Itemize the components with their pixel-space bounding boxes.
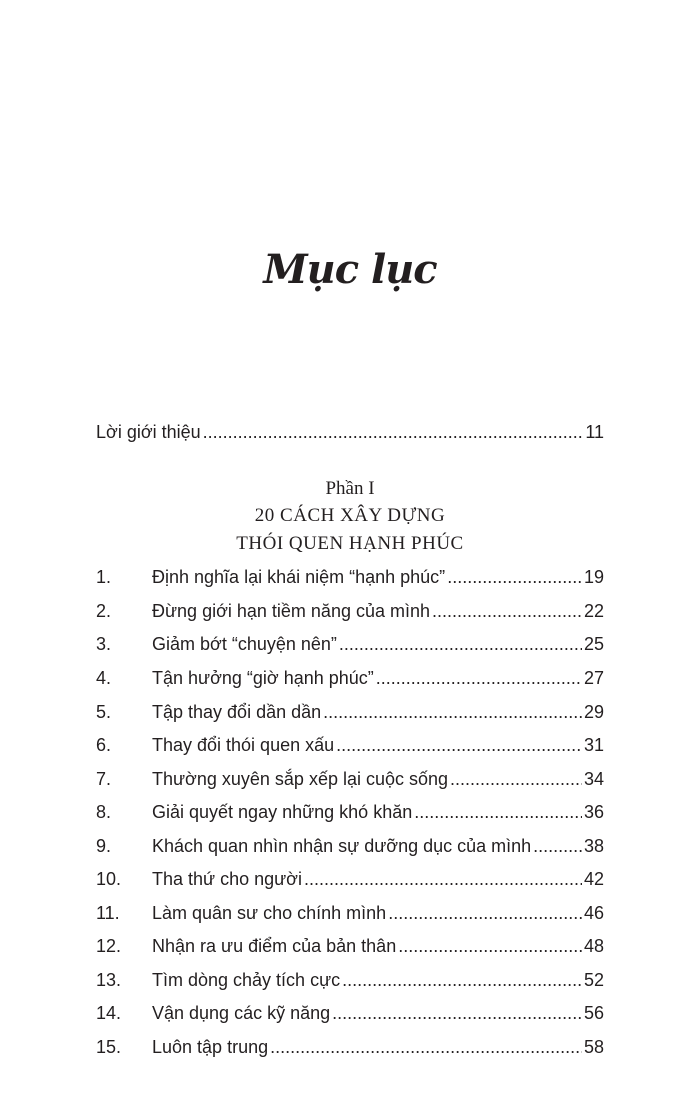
toc-leader-dots	[432, 596, 582, 626]
toc-page-number: 38	[583, 836, 604, 856]
toc-entry-14[interactable]	[96, 998, 604, 1028]
toc-entry-9[interactable]	[96, 831, 604, 861]
toc-page-number: 27	[583, 668, 604, 688]
toc-entry-text: Tìm dòng chảy tích cực	[152, 970, 341, 990]
toc-page-number: 31	[583, 735, 604, 755]
toc-entry-10[interactable]	[96, 864, 604, 894]
toc-entry-text: Định nghĩa lại khái niệm “hạnh phúc”	[152, 567, 446, 587]
toc-entry-number: 13.	[96, 970, 122, 990]
toc-entry-7[interactable]	[96, 764, 604, 794]
toc-page-number: 19	[583, 567, 604, 587]
toc-entry-text: Khách quan nhìn nhận sự dưỡng dục của mình	[152, 836, 532, 856]
toc-entry-text: Giải quyết ngay những khó khăn	[152, 802, 413, 822]
toc-leader-dots	[323, 697, 582, 727]
toc-leader-dots	[388, 898, 582, 928]
toc-entry-2[interactable]	[96, 596, 604, 626]
toc-leader-dots	[414, 797, 582, 827]
toc-entry-text: Giảm bớt “chuyện nên”	[152, 634, 337, 654]
toc-leader-dots	[342, 965, 582, 995]
toc-leader-dots	[376, 663, 582, 693]
toc-entry-13[interactable]	[96, 965, 604, 995]
toc-page-number: 36	[583, 802, 604, 822]
toc-leader-dots	[332, 998, 582, 1028]
toc-leader-dots	[447, 562, 582, 592]
toc-page-number: 48	[583, 936, 604, 956]
toc-leader-dots	[533, 831, 582, 861]
toc-entry-text: Thường xuyên sắp xếp lại cuộc sống	[152, 769, 449, 789]
toc-entry-number: 14.	[96, 1003, 122, 1023]
toc-entry-number: 2.	[96, 601, 112, 621]
toc-entry-number: 4.	[96, 668, 112, 688]
toc-entry-number: 3.	[96, 634, 112, 654]
toc-entry-number: 11.	[96, 903, 120, 923]
toc-page-number: 52	[583, 970, 604, 990]
toc-entry-number: 7.	[96, 769, 112, 789]
toc-entry-15[interactable]	[96, 1032, 604, 1062]
toc-entry-number: 12.	[96, 936, 122, 956]
toc-entry-4[interactable]	[96, 663, 604, 693]
toc-entry-text: Tập thay đổi dần dần	[152, 702, 322, 722]
toc-page-number: 29	[583, 702, 604, 722]
toc-entry-11[interactable]	[96, 898, 604, 928]
toc-entry-text: Lời giới thiệu	[96, 422, 201, 442]
toc-leader-dots	[336, 730, 582, 760]
toc-entry-text: Thay đổi thói quen xấu	[152, 735, 335, 755]
toc-page-number: 25	[583, 634, 604, 654]
toc-leader-dots	[398, 931, 582, 961]
toc-entry-3[interactable]	[96, 629, 604, 659]
toc-entry-1[interactable]	[96, 562, 604, 592]
toc-entry-number: 10.	[96, 869, 122, 889]
page-title: Mục lục	[263, 246, 437, 293]
toc-entry-text: Làm quân sư cho chính mình	[152, 903, 387, 923]
toc-entry-number: 15.	[96, 1037, 122, 1057]
part-heading-line1: 20 CÁCH XÂY DỰNG	[254, 505, 446, 526]
toc-page-number: 46	[583, 903, 604, 923]
toc-entry-6[interactable]	[96, 730, 604, 760]
toc-page-number: 22	[583, 601, 604, 621]
toc-entry-number: 1.	[96, 567, 112, 587]
toc-entry-text: Nhận ra ưu điểm của bản thân	[152, 936, 397, 956]
toc-entry-intro[interactable]	[96, 417, 604, 447]
toc-entry-number: 8.	[96, 802, 112, 822]
toc-entry-text: Vận dụng các kỹ năng	[152, 1003, 331, 1023]
toc-leader-dots	[339, 629, 582, 659]
toc-entry-number: 5.	[96, 702, 112, 722]
toc-leader-dots	[270, 1032, 582, 1062]
toc-page-number: 56	[583, 1003, 604, 1023]
toc-page-number: 34	[583, 769, 604, 789]
toc-entry-number: 6.	[96, 735, 112, 755]
toc-entry-text: Tận hưởng “giờ hạnh phúc”	[152, 668, 374, 688]
toc-entry-12[interactable]	[96, 931, 604, 961]
toc-entry-text: Đừng giới hạn tiềm năng của mình	[152, 601, 431, 621]
toc-page-number: 11	[585, 422, 604, 442]
part-heading-line2: THÓI QUEN HẠNH PHÚC	[236, 533, 464, 554]
part-label: Phần I	[325, 478, 375, 499]
toc-leader-dots	[304, 864, 582, 894]
toc-page-number: 42	[583, 869, 604, 889]
toc-entry-8[interactable]	[96, 797, 604, 827]
toc-leader-dots	[450, 764, 582, 794]
toc-entry-text: Tha thứ cho người	[152, 869, 302, 889]
toc-entry-number: 9.	[96, 836, 112, 856]
toc-leader-dots	[203, 417, 584, 447]
toc-entry-text: Luôn tập trung	[152, 1037, 269, 1057]
toc-page-number: 58	[583, 1037, 604, 1057]
toc-entry-5[interactable]	[96, 697, 604, 727]
